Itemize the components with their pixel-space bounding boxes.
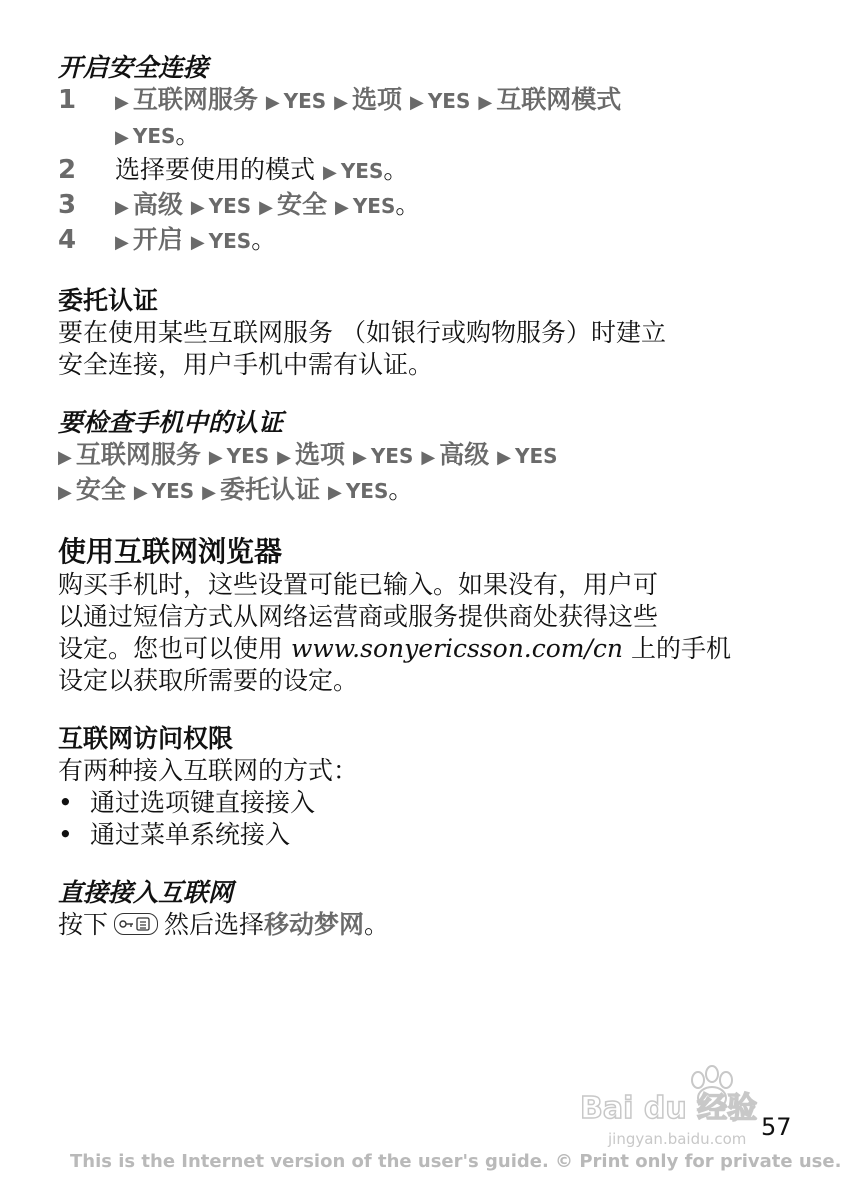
paragraph-line: 以通过短信方式从网络运营商或服务提供商处获得这些	[58, 602, 659, 631]
step-2: 2 选择要使用的模式 ▶ YES。	[58, 154, 788, 189]
bullet-item: • 通过选项键直接接入	[58, 788, 316, 817]
website-url: www.sonyericsson.com/cn	[290, 634, 624, 663]
arrow-icon: ▶	[202, 482, 217, 503]
yes-key-label: YES	[427, 89, 471, 113]
footer-note: This is the Internet version of the user's guide. © Print only for private use.	[70, 1151, 842, 1172]
menu-item-label: 选项	[352, 85, 403, 114]
yes-key-label: YES	[370, 444, 414, 468]
steps-list	[58, 84, 788, 259]
arrow-icon: ▶	[259, 197, 274, 218]
paragraph-line: 有两种接入互联网的方式：	[58, 756, 359, 785]
arrow-icon: ▶	[208, 447, 223, 468]
yes-key-label: YES	[340, 159, 384, 183]
step-3: 3 ▶ 高级 ▶ YES ▶ 安全 ▶ YES。	[58, 189, 788, 224]
yes-key-label: YES	[283, 89, 327, 113]
paragraph-line: 设定以获取所需要的设定。	[58, 666, 359, 695]
arrow-icon: ▶	[133, 482, 148, 503]
bullet-list	[58, 787, 788, 851]
arrow-icon: ▶	[478, 92, 493, 113]
yes-key-label: YES	[515, 444, 558, 468]
yes-key-label: YES	[345, 479, 389, 503]
arrow-icon: ▶	[421, 447, 436, 468]
step-1: 1 ▶ 互联网服务 ▶ YES ▶ 选项 ▶ YES ▶ 互联网模式 ▶ YES。	[58, 84, 788, 154]
arrow-icon: ▶	[58, 447, 72, 468]
menu-path	[58, 440, 558, 469]
yes-key-label: YES	[208, 194, 252, 218]
arrow-icon: ▶	[115, 127, 129, 148]
arrow-icon: ▶	[190, 197, 205, 218]
yes-key-label: YES	[132, 124, 176, 148]
arrow-icon: ▶	[334, 92, 349, 113]
paragraph-line: 要在使用某些互联网服务 （如银行或购物服务）时建立	[58, 318, 666, 347]
step-text: 选择要使用的模式	[115, 155, 316, 184]
menu-item-label: 安全	[277, 190, 328, 219]
arrow-icon: ▶	[58, 482, 72, 503]
options-key-icon	[114, 913, 158, 935]
arrow-icon: ▶	[352, 447, 367, 468]
watermark-url: jingyan.baidu.com	[608, 1130, 747, 1148]
arrow-icon: ▶	[277, 447, 292, 468]
page-number: 57	[761, 1113, 792, 1141]
step-number: 1	[58, 85, 77, 115]
menu-item-label: 互联网服务	[75, 440, 201, 469]
yes-key-label: YES	[226, 444, 270, 468]
bullet-icon: •	[58, 820, 73, 849]
menu-item-label: 互联网模式	[496, 85, 622, 114]
menu-path	[115, 225, 251, 254]
section-title-using-browser: 使用互联网浏览器	[58, 535, 283, 568]
yes-key-label: YES	[208, 229, 252, 253]
paragraph-line: 购买手机时，这些设置可能已输入。如果没有，用户可	[58, 570, 659, 599]
arrow-icon: ▶	[115, 232, 129, 253]
paragraph-line: 按下 然后选择移动梦网。	[58, 910, 390, 939]
menu-item-label: 选项	[295, 440, 346, 469]
arrow-icon: ▶	[327, 482, 342, 503]
menu-item-label: 互联网服务	[132, 85, 258, 114]
step-number: 3	[58, 190, 77, 220]
arrow-icon: ▶	[115, 197, 129, 218]
bullet-icon: •	[58, 788, 73, 817]
yes-key-label: YES	[151, 479, 195, 503]
arrow-icon: ▶	[409, 92, 424, 113]
arrow-icon: ▶	[334, 197, 349, 218]
section-title-secure-connection: 开启安全连接	[58, 53, 209, 82]
bullet-item: • 通过菜单系统接入	[58, 820, 291, 849]
menu-item-label: 移动梦网	[264, 910, 365, 939]
section-title-trusted-certificates: 委托认证	[58, 286, 159, 315]
step-number: 4	[58, 225, 77, 255]
arrow-icon: ▶	[497, 447, 511, 468]
menu-item-label: 安全	[75, 475, 126, 504]
arrow-icon: ▶	[115, 92, 129, 113]
watermark-brand: Bai du 经验	[580, 1091, 758, 1126]
menu-item-label: 委托认证	[220, 475, 321, 504]
yes-key-label: YES	[352, 194, 396, 218]
menu-item-label: 高级	[132, 190, 183, 219]
arrow-icon: ▶	[190, 232, 205, 253]
menu-path	[58, 475, 388, 504]
section-title-internet-access: 互联网访问权限	[58, 724, 234, 753]
section-title-check-certificates: 要检查手机中的认证	[58, 408, 284, 437]
paragraph-line: 设定。您也可以使用 www.sonyericsson.com/cn 上的手机	[58, 634, 731, 663]
step-number: 2	[58, 155, 77, 185]
menu-item-label: 开启	[132, 225, 183, 254]
step-4: 4 ▶ 开启 ▶ YES。	[58, 224, 788, 259]
paragraph-line: 安全连接，用户手机中需有认证。	[58, 350, 434, 379]
menu-path	[115, 190, 395, 219]
page-content: 开启安全连接 1 ▶ 互联网服务 ▶ YES ▶ 选项 ▶ YES ▶ 互联网模式 ▶ YES。 2 选择要使用的模式 ▶ YES。 3 ▶ 高级 ▶ YES ▶ 安全 ▶ YES。 4 ▶ 开启 ▶ YES。 委托认证 要在使用某些互联网服务 （如银行或购物服务）时建立 安全连接，用户手机中需有认证。 要检查手机中的认证 ▶ 互联网服务 ▶ YES ▶ 选项 ▶ YES ▶ 高级 ▶ YES ▶ 安全 ▶ YES ▶ 委托认证 ▶ YES。 使用互联网浏览器 购买手机时，这些设置可能已输入。如果没有，用户可 以通过短信方式从网络运营商或服务提供商处获得这些 设定。您也可以使用 www.sonyericsson.com/cn 上的手机 设定以获取所需要的设定。 互联网访问权限 有两种接入互联网的方式： • 通过选项键直接接入 • 通过菜单系统接入 直接接入互联网 按下 然后选择移动梦网。	[58, 52, 788, 941]
arrow-icon: ▶	[322, 162, 337, 183]
section-title-direct-access: 直接接入互联网	[58, 878, 234, 907]
menu-path	[115, 85, 621, 114]
menu-item-label: 高级	[439, 440, 490, 469]
arrow-icon: ▶	[265, 92, 280, 113]
